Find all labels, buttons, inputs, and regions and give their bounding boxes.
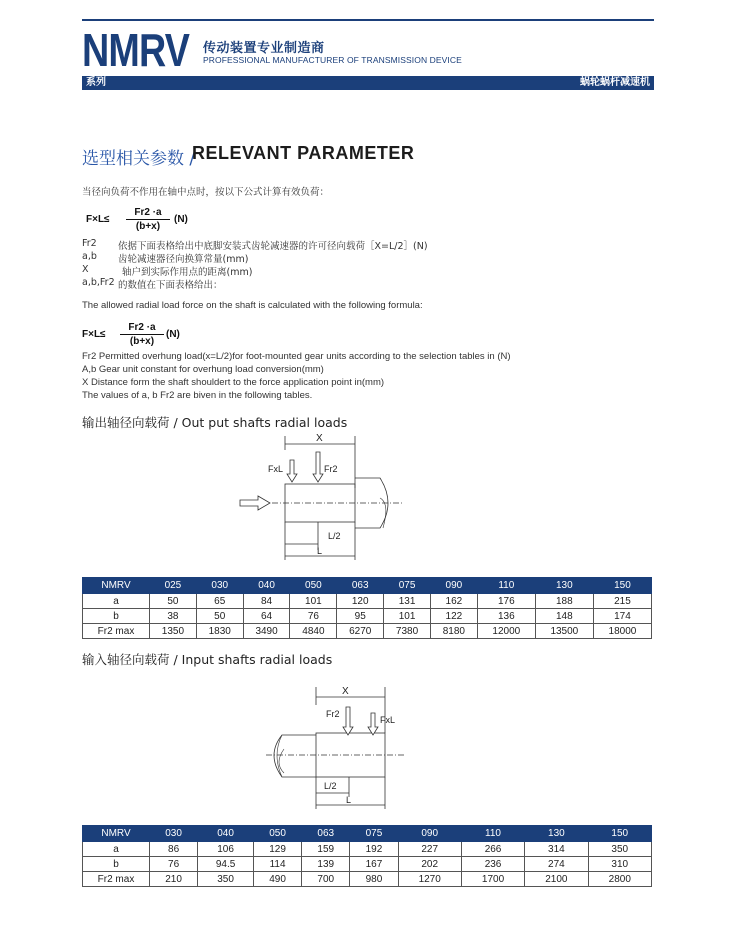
- table-header-cell: 130: [535, 578, 593, 594]
- table-header-cell: 025: [150, 578, 197, 594]
- formula-unit: (N): [166, 329, 180, 340]
- intro-cn: 当径向负荷不作用在轴中点时，按以下公式计算有效负荷：: [82, 187, 330, 198]
- def-key: X: [82, 264, 89, 275]
- row-label: b: [83, 857, 150, 872]
- formula-lhs: F×L≤: [82, 329, 106, 340]
- formula-lhs: F×L≤: [86, 214, 110, 225]
- table-cell: 86: [150, 842, 198, 857]
- table-row: [83, 594, 652, 609]
- table-cell: 227: [398, 842, 461, 857]
- table-cell: 1270: [398, 872, 461, 887]
- def-en-line: The values of a, b Fr2 are biven in the following tables.: [82, 390, 313, 401]
- table-cell: 3490: [243, 624, 290, 639]
- tagline-en: PROFESSIONAL MANUFACTURER OF TRANSMISSION DEVICE: [203, 55, 462, 65]
- table-cell: 12000: [477, 624, 535, 639]
- table-header-cell: 090: [430, 578, 477, 594]
- def-key: a,b,Fr2: [82, 277, 115, 288]
- table-cell: 131: [384, 594, 431, 609]
- table-cell: 84: [243, 594, 290, 609]
- table-cell: 8180: [430, 624, 477, 639]
- table-header-cell: 110: [461, 826, 524, 842]
- table-cell: 122: [430, 609, 477, 624]
- table-cell: 50: [196, 609, 243, 624]
- table-header-cell: 040: [198, 826, 254, 842]
- table-header-cell: 090: [398, 826, 461, 842]
- def-en-line: A,b Gear unit constant for overhung load conversion(mm): [82, 364, 324, 375]
- row-label: Fr2 max: [83, 624, 150, 639]
- table-cell: 202: [398, 857, 461, 872]
- table-cell: 350: [198, 872, 254, 887]
- table-cell: 159: [302, 842, 350, 857]
- table-header-cell: NMRV: [83, 826, 150, 842]
- table-cell: 1830: [196, 624, 243, 639]
- dim-x-label: X: [342, 686, 349, 697]
- table-row: [83, 624, 652, 639]
- def-en-line: X Distance form the shaft shouldert to the force application point in(mm): [82, 377, 385, 388]
- table-cell: 188: [535, 594, 593, 609]
- table-header-cell: 063: [337, 578, 384, 594]
- formula-fraction: [126, 207, 170, 233]
- table-header-row: [83, 826, 652, 842]
- table-cell: 50: [150, 594, 197, 609]
- series-bar: [82, 76, 654, 90]
- def-key: Fr2: [82, 238, 97, 249]
- table-cell: 106: [198, 842, 254, 857]
- table-header-cell: 150: [588, 826, 651, 842]
- table-cell: 13500: [535, 624, 593, 639]
- table-cell: 7380: [384, 624, 431, 639]
- formula-denominator: (b+x): [135, 221, 161, 232]
- table-cell: 176: [477, 594, 535, 609]
- row-label: Fr2 max: [83, 872, 150, 887]
- row-label: b: [83, 609, 150, 624]
- dim-x-label: X: [316, 433, 323, 444]
- table-cell: 266: [461, 842, 524, 857]
- formula-fraction: [120, 322, 164, 348]
- input-load-table: [82, 825, 652, 887]
- table-header-cell: NMRV: [83, 578, 150, 594]
- formula-numerator: Fr2 ·a: [126, 207, 170, 220]
- table-cell: 274: [525, 857, 588, 872]
- fr2-label: Fr2: [326, 709, 340, 719]
- table-cell: 6270: [337, 624, 384, 639]
- table-cell: 980: [350, 872, 398, 887]
- table-cell: 1700: [461, 872, 524, 887]
- row-label: a: [83, 842, 150, 857]
- section-title-en: RELEVANT PARAMETER: [192, 143, 415, 163]
- table-header-cell: 040: [243, 578, 290, 594]
- table-header-cell: 150: [593, 578, 651, 594]
- table-cell: 129: [253, 842, 301, 857]
- formula-unit: (N): [174, 214, 188, 225]
- table-cell: 148: [535, 609, 593, 624]
- table-header-cell: 063: [302, 826, 350, 842]
- table-cell: 65: [196, 594, 243, 609]
- table-header-row: [83, 578, 652, 594]
- table-row: [83, 872, 652, 887]
- dim-l-label: L: [317, 546, 323, 556]
- table-cell: 76: [150, 857, 198, 872]
- table-header-cell: 075: [384, 578, 431, 594]
- table-cell: 114: [253, 857, 301, 872]
- table-header-cell: 050: [290, 578, 337, 594]
- tagline-cn: 传动装置专业制造商: [203, 41, 325, 56]
- def-key: a,b: [82, 251, 97, 262]
- dim-l-label: L: [346, 795, 352, 805]
- table-cell: 18000: [593, 624, 651, 639]
- table-cell: 192: [350, 842, 398, 857]
- table-cell: 136: [477, 609, 535, 624]
- table-cell: 4840: [290, 624, 337, 639]
- output-load-table: [82, 577, 652, 639]
- def-en-line: Fr2 Permitted overhung load(x=L/2)for foot-mounted gear units according to the selection tables in (N): [82, 351, 511, 362]
- table-cell: 314: [525, 842, 588, 857]
- def-cn-value: 轴户到实际作用点的距离(mm): [122, 267, 253, 278]
- def-cn-value: 依据下面表格给出中底脚安装式齿轮减速器的许可径向载荷［X=L/2］(N): [118, 241, 428, 252]
- fr2-label: Fr2: [324, 464, 338, 474]
- table-cell: 700: [302, 872, 350, 887]
- table-header-cell: 030: [150, 826, 198, 842]
- output-heading: 输出轴径向载荷 / Out put shafts radial loads: [82, 415, 348, 430]
- table-cell: 38: [150, 609, 197, 624]
- def-cn-value: 齿轮减速器径向换算常量(mm): [118, 254, 249, 265]
- formula-numerator: Fr2 ·a: [120, 322, 164, 335]
- table-cell: 174: [593, 609, 651, 624]
- table-header-cell: 030: [196, 578, 243, 594]
- table-row: [83, 609, 652, 624]
- table-cell: 76: [290, 609, 337, 624]
- table-cell: 101: [290, 594, 337, 609]
- input-shaft-diagram: [260, 683, 410, 813]
- table-cell: 162: [430, 594, 477, 609]
- def-cn-value: 的数值在下面表格给出：: [118, 280, 223, 291]
- fxl-label: FxL: [380, 715, 396, 725]
- formula-denominator: (b+x): [129, 336, 155, 347]
- table-cell: 64: [243, 609, 290, 624]
- table-header-cell: 075: [350, 826, 398, 842]
- table-cell: 210: [150, 872, 198, 887]
- brand-logo: NMRV: [82, 24, 190, 76]
- product-label: 蜗轮蜗杆减速机: [580, 77, 650, 88]
- table-row: [83, 857, 652, 872]
- table-cell: 236: [461, 857, 524, 872]
- fxl-label: FxL: [268, 464, 284, 474]
- table-cell: 1350: [150, 624, 197, 639]
- table-header-cell: 130: [525, 826, 588, 842]
- table-cell: 139: [302, 857, 350, 872]
- row-label: a: [83, 594, 150, 609]
- table-row: [83, 842, 652, 857]
- table-cell: 94.5: [198, 857, 254, 872]
- table-cell: 215: [593, 594, 651, 609]
- dim-half-label: L/2: [328, 531, 341, 541]
- table-cell: 350: [588, 842, 651, 857]
- table-header-cell: 110: [477, 578, 535, 594]
- table-cell: 490: [253, 872, 301, 887]
- table-cell: 101: [384, 609, 431, 624]
- table-cell: 95: [337, 609, 384, 624]
- table-header-cell: 050: [253, 826, 301, 842]
- table-cell: 120: [337, 594, 384, 609]
- intro-en: The allowed radial load force on the shaft is calculated with the following formula:: [82, 300, 423, 311]
- table-cell: 2100: [525, 872, 588, 887]
- header-rule: [82, 19, 654, 21]
- series-label: 系列: [86, 77, 106, 88]
- table-cell: 310: [588, 857, 651, 872]
- dim-half-label: L/2: [324, 781, 337, 791]
- table-cell: 167: [350, 857, 398, 872]
- section-title-cn: 选型相关参数 /: [82, 149, 196, 169]
- table-cell: 2800: [588, 872, 651, 887]
- output-shaft-diagram: [230, 428, 410, 568]
- input-heading: 输入轴径向载荷 / Input shafts radial loads: [82, 652, 333, 667]
- def-cn-row: [82, 238, 97, 249]
